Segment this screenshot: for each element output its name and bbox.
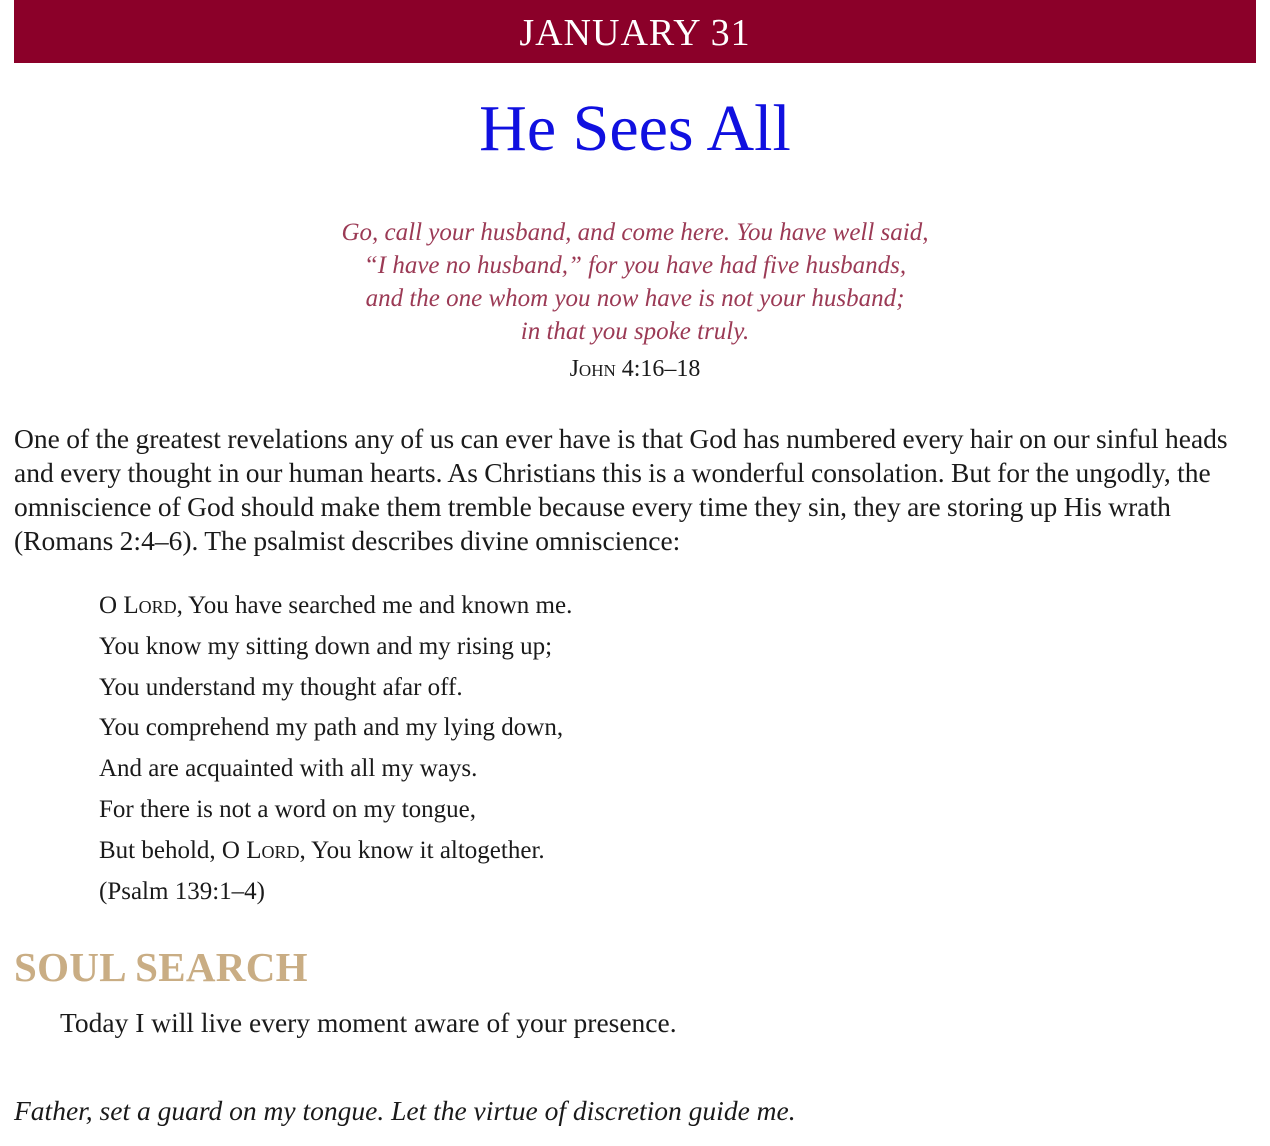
- epigraph-line: Go, call your husband, and come here. You have well said,: [341, 219, 929, 246]
- psalm-line: And are acquainted with all my ways.: [99, 755, 478, 783]
- epigraph-quote: [0, 216, 1270, 348]
- epigraph-line: and the one whom you now have is not your husband;: [365, 285, 905, 312]
- psalm-line: You comprehend my path and my lying down,: [99, 714, 564, 742]
- psalm-quote: [99, 586, 572, 912]
- date-banner: [14, 0, 1256, 63]
- lord-word: Lord: [123, 592, 177, 619]
- reference-book: John: [569, 356, 616, 382]
- psalm-line: For there is not a word on my tongue,: [99, 795, 477, 823]
- page-title: He Sees All: [479, 92, 791, 165]
- psalm-line: You know my sitting down and my rising up;: [99, 632, 553, 660]
- psalm-citation: (Psalm 139:1–4): [99, 877, 265, 905]
- epigraph-reference: [0, 356, 1270, 383]
- psalm-line: [99, 586, 572, 627]
- epigraph-line: in that you spoke truly.: [520, 318, 750, 345]
- prayer-text: Father, set a guard on my tongue. Let the virtue of discretion guide me.: [14, 1095, 796, 1126]
- psalm-line-suffix: , You have searched me and known me.: [176, 592, 573, 619]
- soul-search-text: Today I will live every moment aware of your presence.: [60, 1007, 677, 1038]
- lord-word: Lord: [246, 836, 300, 864]
- psalm-line: You understand my thought afar off.: [99, 673, 463, 701]
- psalm-line: [99, 831, 572, 872]
- psalm-line-prefix: O: [99, 592, 124, 619]
- psalm-line-prefix: But behold, O: [99, 836, 247, 864]
- epigraph-line: “I have no husband,” for you have had five husbands,: [363, 252, 907, 279]
- reference-verses: 4:16–18: [615, 356, 701, 382]
- psalm-line-suffix: , You know it altogether.: [299, 836, 545, 864]
- body-paragraph: One of the greatest revelations any of us can ever have is that God has numbered every hair on our sinful heads and every thought in our human hearts. As Christians this is a wonderful consolation. But for the ungodly, the omniscience of God should make them tremble because every time they sin, they are storing up His wrath (Romans 2:4–6). The psalmist describes divine omniscience:: [14, 423, 1228, 556]
- soul-search-heading: SOUL SEARCH: [14, 944, 308, 990]
- date-label: JANUARY 31: [519, 11, 751, 54]
